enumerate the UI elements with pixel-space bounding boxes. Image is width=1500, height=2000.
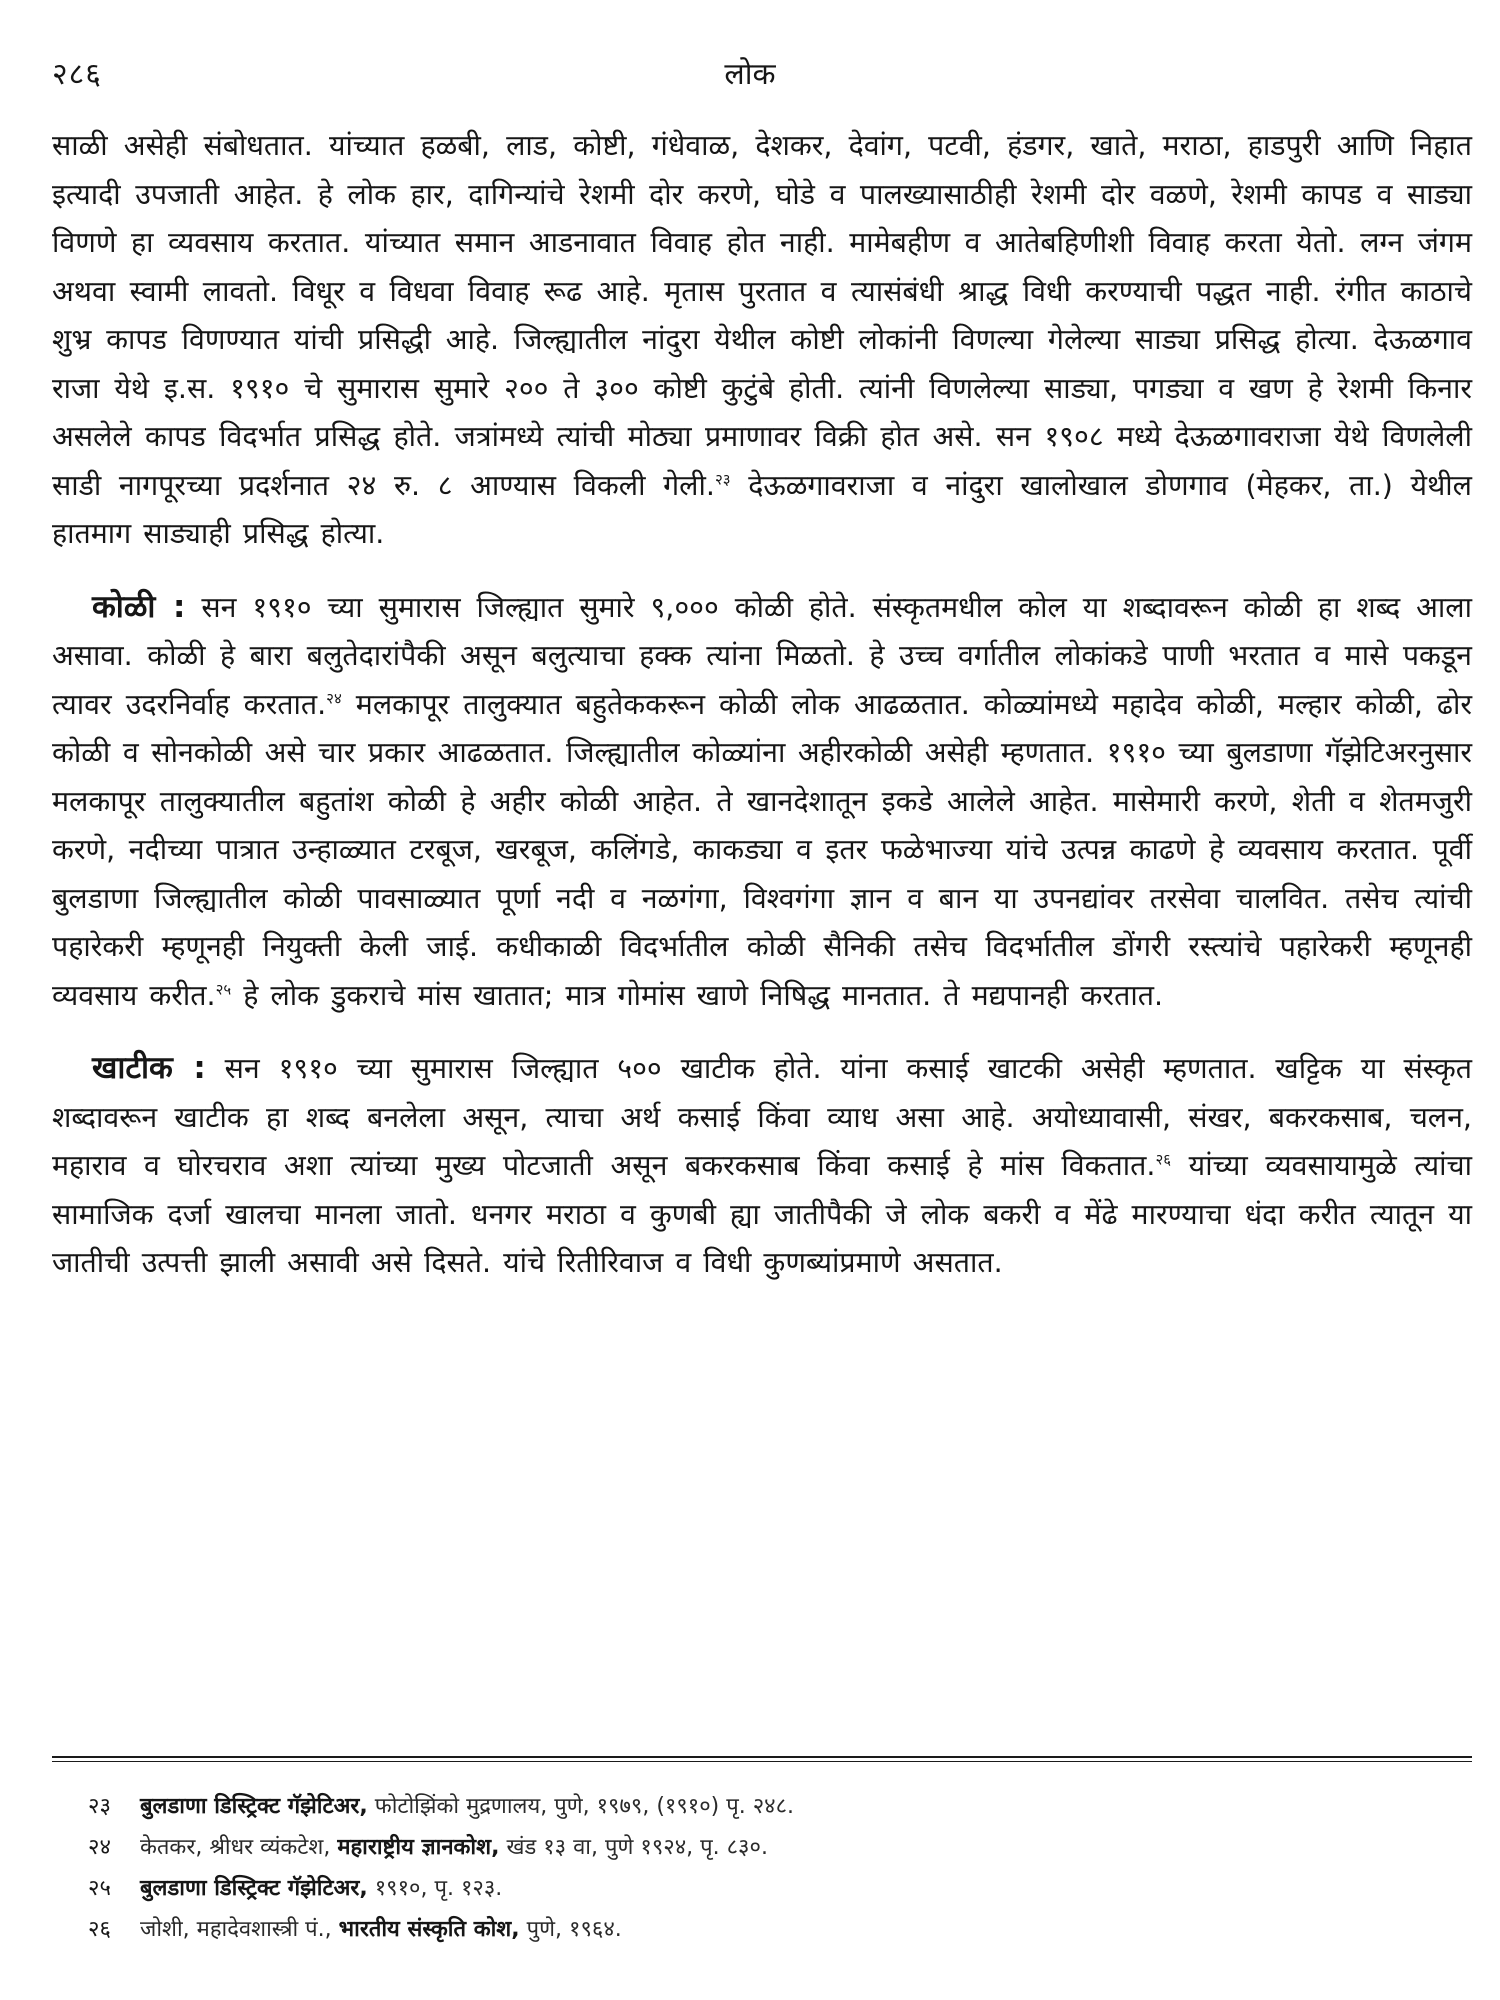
footnote-26 — [88, 1909, 1468, 1950]
footnote-author: जोशी, महादेवशास्त्री पं., — [140, 1917, 339, 1942]
footnote-details: १९१०, पृ. १२३. — [367, 1876, 503, 1901]
footnote-title: बुलडाणा डिस्ट्रिक्ट गॅझेटिअर, — [140, 1794, 368, 1819]
paragraph-text: सन १९१० च्या सुमारास जिल्ह्यात ५०० खाटीक होते. यांना कसाई खाटकी असेही म्हणतात. खट्टिक या संस्कृत शब्दावरून खाटीक हा शब्द बनलेला असून, त्याचा अर्थ कसाई किंवा व्याध असा आहे. अयोध्यावासी, संखर, बकरकसाब, चलन, महाराव व घोरचराव अशा त्यांच्या मुख्य पोटजाती असून बकरकसाब किंवा कसाई हे मांस विकतात. — [52, 1052, 1472, 1182]
paragraph-text: साळी असेही संबोधतात. यांच्यात हळबी, लाड, कोष्टी, गंधेवाळ, देशकर, देवांग, पटवी, हंडगर, खाते, मराठा, हाडपुरी आणि निहात इत्यादी उपजाती आहेत. हे लोक हार, दागिन्यांचे रेशमी दोर करणे, घोडे व पालख्यासाठीही रेशमी दोर वळणे, रेशमी कापड व साड्या विणणे हा व्यवसाय करतात. यांच्यात समान आडनावात विवाह होत नाही. मामेबहीण व आतेबहिणीशी विवाह करता येतो. लग्न जंगम अथवा स्वामी लावतो. विधूर व विधवा विवाह रूढ आहे. मृतास पुरतात व त्यासंबंधी श्राद्ध विधी करण्याची पद्धत नाही. रंगीत काठाचे शुभ्र कापड विणण्यात यांची प्रसिद्धी आहे. जिल्ह्यातील नांदुरा येथील कोष्टी लोकांनी विणल्या गेलेल्या साड्या प्रसिद्ध होत्या. देऊळगाव राजा येथे इ.स. १९१० चे सुमारास सुमारे २०० ते ३०० कोष्टी कुटुंबे होती. त्यांनी विणलेल्या साड्या, पगड्या व खण हे रेशमी किनार असलेले कापड विदर्भात प्रसिद्ध होते. जत्रांमध्ये त्यांची मोठ्या प्रमाणावर विक्री होत असे. सन १९०८ मध्ये देऊळगावराजा येथे विणलेली साडी नागपूरच्या प्रदर्शनात २४ रु. ८ आण्यास विकली गेली. — [52, 129, 1472, 502]
footnote-divider — [52, 1761, 1472, 1762]
footnote-number: २३ — [88, 1794, 111, 1819]
footnote-author: केतकर, श्रीधर व्यंकटेश, — [140, 1835, 338, 1860]
footnote-details: पुणे, १९६४. — [519, 1917, 622, 1942]
section-heading-koli: कोळी : — [92, 588, 186, 625]
footnote-title: बुलडाणा डिस्ट्रिक्ट गॅझेटिअर, — [140, 1876, 368, 1901]
footnotes — [88, 1786, 1468, 1950]
running-head: लोक — [724, 57, 776, 92]
footnote-number: २४ — [88, 1835, 111, 1860]
footnote-ref-24[interactable]: २४ — [326, 689, 342, 707]
footnote-divider — [52, 1756, 1472, 1758]
paragraph-text: हे लोक डुकराचे मांस खातात; मात्र गोमांस खाणे निषिद्ध मानतात. ते मद्यपानही करतात. — [231, 978, 1164, 1012]
body-text — [52, 122, 1472, 1288]
paragraph-text: देऊळगावराजा व नांदुरा खालोखाल डोणगाव (मेहकर, ता.) येथील हातमाग साड्याही प्रसिद्ध होत्या. — [52, 468, 1472, 550]
footnote-ref-26[interactable]: २६ — [1155, 1150, 1172, 1169]
section-heading-khatik: खाटीक : — [92, 1050, 206, 1086]
footnote-23 — [88, 1786, 1468, 1827]
footnote-title: महाराष्ट्रीय ज्ञानकोश, — [337, 1835, 500, 1860]
footnote-ref-25[interactable]: २५ — [215, 980, 232, 998]
paragraph-text: मलकापूर तालुक्यात बहुतेककरून कोळी लोक आढळतात. कोळ्यांमध्ये महादेव कोळी, मल्हार कोळी, ढोर कोळी व सोनकोळी असे चार प्रकार आढळतात. जिल्ह्यातील कोळ्यांना अहीरकोळी असेही म्हणतात. १९१० च्या बुलडाणा गॅझेटिअरनुसार मलकापूर तालुक्यातील बहुतांश कोळी हे अहीर कोळी आहेत. ते खानदेशातून इकडे आलेले आहेत. मासेमारी करणे, शेती व शेतमजुरी करणे, नदीच्या पात्रात उन्हाळ्यात टरबूज, खरबूज, कलिंगडे, काकड्या व इतर फळेभाज्या यांचे उत्पन्न काढणे हे व्यवसाय करतात. पूर्वी बुलडाणा जिल्ह्यातील कोळी पावसाळ्यात पूर्णा नदी व नळगंगा, विश्वगंगा ज्ञान व बान या उपनद्यांवर तरसेवा चालवित. तसेच त्यांची पहारेकरी म्हणूनही नियुक्ती केली जाई. कधीकाळी विदर्भातील कोळी सैनिकी तसेच विदर्भातील डोंगरी रस्त्यांचे पहारेकरी म्हणूनही व्यवसाय करीत. — [52, 687, 1472, 1012]
footnote-25 — [88, 1868, 1468, 1909]
footnote-title: भारतीय संस्कृति कोश, — [338, 1917, 520, 1942]
footnote-details: खंड १३ वा, पुणे १९२४, पृ. ८३०. — [499, 1835, 768, 1860]
footnote-number: २६ — [88, 1917, 111, 1942]
footnote-details: फोटोझिंको मुद्रणालय, पुणे, १९७९, (१९१०) पृ. २४८. — [367, 1794, 795, 1819]
paragraph-text: यांच्या व्यवसायामुळे त्यांचा सामाजिक दर्जा खालचा मानला जातो. धनगर मराठा व कुणबी ह्या जातीपैकी जे लोक बकरी व मेंढे मारण्याचा धंदा करीत त्यातून या जातीची उत्पत्ती झाली असावी असे दिसते. यांचे रितीरिवाज व विधी कुणब्यांप्रमाणे असतात. — [52, 1149, 1472, 1279]
paragraph-khatik — [52, 1044, 1472, 1288]
footnote-ref-23[interactable]: २३ — [714, 470, 731, 488]
footnote-24 — [88, 1827, 1468, 1868]
footnote-number: २५ — [88, 1876, 111, 1901]
paragraph-koshti-continued — [52, 122, 1472, 559]
paragraph-koli — [52, 583, 1472, 1021]
page-number: २८६ — [52, 57, 102, 92]
paragraph-text: सन १९१० च्या सुमारास जिल्ह्यात सुमारे ९,००० कोळी होते. संस्कृतमधील कोल या शब्दावरून कोळी हा शब्द आला असावा. कोळी हे बारा बलुतेदारांपैकी असून बलुत्याचा हक्क त्यांना मिळतो. हे उच्च वर्गातील लोकांकडे पाणी भरतात व मासे पकडून त्यावर उदरनिर्वाह करतात. — [52, 590, 1472, 721]
